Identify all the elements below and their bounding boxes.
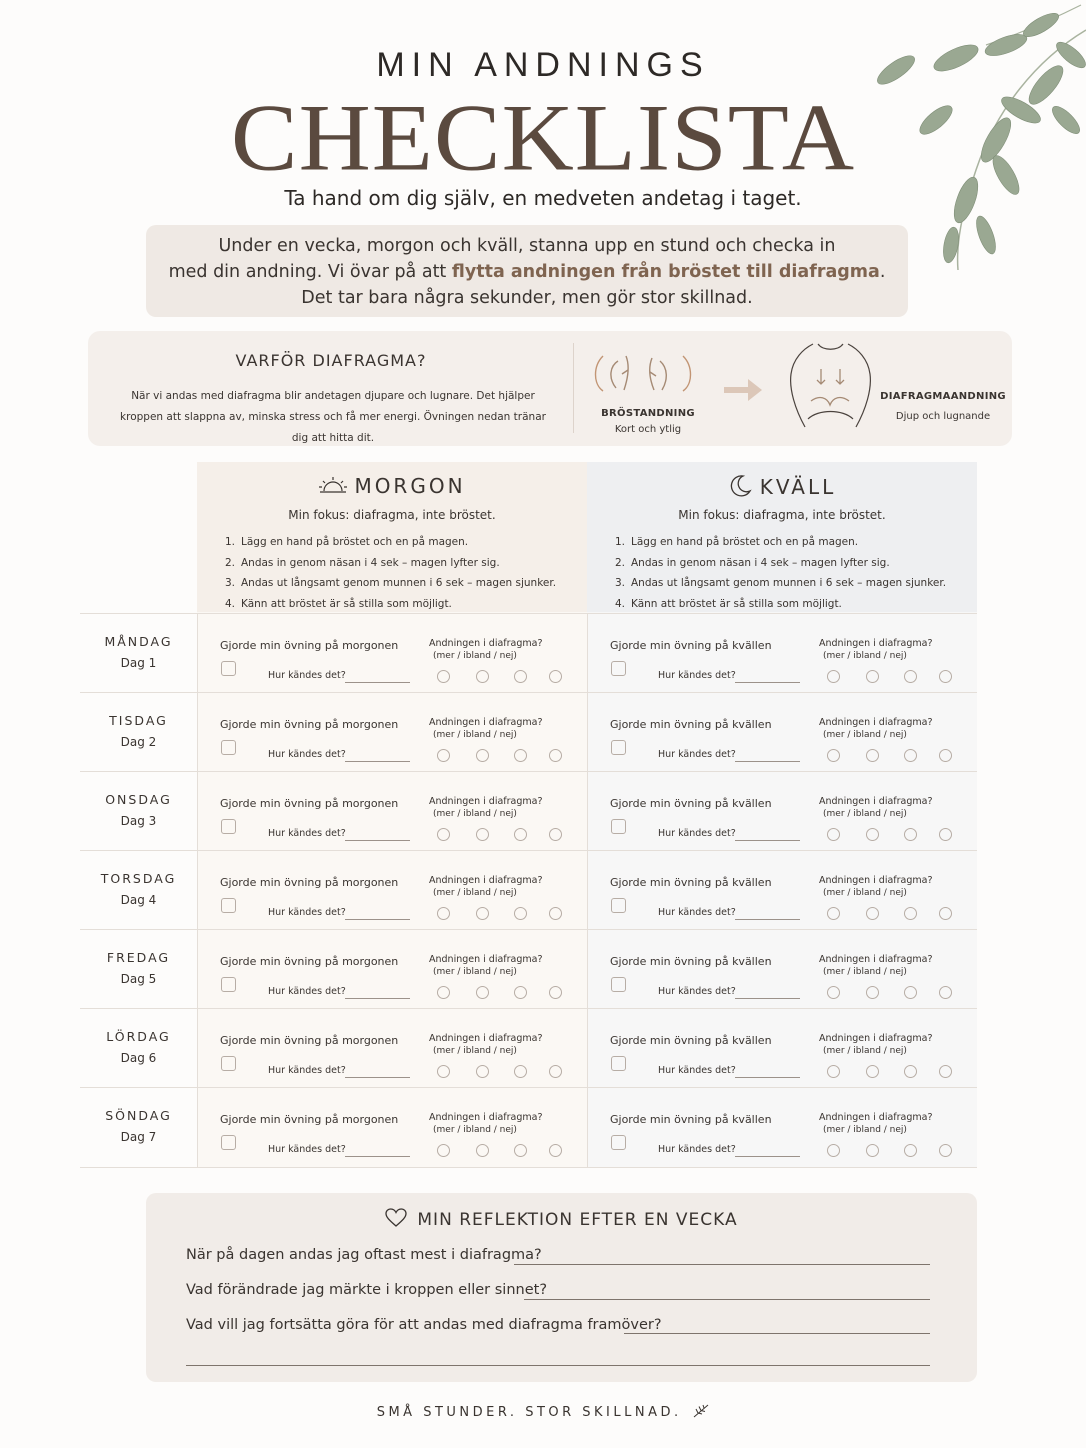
evening-radio-2[interactable]: [866, 749, 879, 762]
footer: [0, 1404, 1086, 1420]
feel-label: Hur kändes det?: [268, 1144, 346, 1155]
morning-radio-2[interactable]: [476, 670, 489, 683]
diaphragm-question: Andningen i diafragma?: [429, 1112, 543, 1123]
evening-radio-4[interactable]: [939, 986, 952, 999]
morning-radio-3[interactable]: [514, 1065, 527, 1078]
evening-question: Gjorde min övning på kvällen: [610, 1034, 772, 1047]
answer-line-2[interactable]: [524, 1299, 930, 1300]
day-number: Dag 7: [120, 1130, 157, 1144]
evening-done-checkbox[interactable]: [611, 661, 626, 676]
chest-label: BRÖSTANDNING: [601, 408, 695, 419]
divider: [573, 343, 574, 433]
morning-radio-4[interactable]: [549, 670, 562, 683]
evening-done-checkbox[interactable]: [611, 898, 626, 913]
evening-cell: [587, 930, 977, 1009]
evening-question: Gjorde min övning på kvällen: [610, 639, 772, 652]
feel-label: Hur kändes det?: [268, 986, 346, 997]
evening-radio-2[interactable]: [866, 1144, 879, 1157]
morning-cell: [197, 614, 587, 693]
evening-radio-2[interactable]: [866, 986, 879, 999]
feel-label: Hur kändes det?: [268, 907, 346, 918]
evening-done-checkbox[interactable]: [611, 740, 626, 755]
morning-radio-4[interactable]: [549, 907, 562, 920]
day-number: Dag 5: [120, 972, 157, 986]
morning-radio-1[interactable]: [437, 907, 450, 920]
morning-step: 1. Lägg en hand på bröstet och en på magen.: [225, 536, 469, 548]
feel-input-line[interactable]: [735, 1156, 800, 1157]
morning-cell: [197, 693, 587, 772]
evening-radio-3[interactable]: [904, 1144, 917, 1157]
morning-cell: [197, 1009, 587, 1088]
evening-done-checkbox[interactable]: [611, 977, 626, 992]
diaphragm-options: (mer / ibland / nej): [433, 651, 517, 661]
morning-question: Gjorde min övning på morgonen: [220, 718, 399, 731]
evening-question: Gjorde min övning på kvällen: [610, 955, 772, 968]
evening-radio-4[interactable]: [939, 749, 952, 762]
feel-label: Hur kändes det?: [268, 749, 346, 760]
diaphragm-options: (mer / ibland / nej): [433, 730, 517, 740]
feel-input-line[interactable]: [345, 1077, 410, 1078]
day-number: Dag 1: [120, 656, 157, 670]
morning-cell: [197, 1088, 587, 1167]
day-name: LÖRDAG: [106, 1029, 171, 1044]
evening-radio-3[interactable]: [904, 749, 917, 762]
evening-radio-2[interactable]: [866, 907, 879, 920]
leaf-icon: [693, 1404, 709, 1418]
diaphragm-question: Andningen i diafragma?: [429, 717, 543, 728]
day-name: TORSDAG: [100, 871, 177, 886]
feel-label: Hur kändes det?: [658, 986, 736, 997]
evening-radio-3[interactable]: [904, 670, 917, 683]
sunrise-icon: [318, 475, 348, 495]
evening-radio-1[interactable]: [827, 1065, 840, 1078]
evening-radio-4[interactable]: [939, 828, 952, 841]
day-row: [80, 850, 977, 930]
diaphragm-options: (mer / ibland / nej): [433, 1046, 517, 1056]
title-line-1: MIN ANDNINGS: [376, 46, 710, 84]
intro-text-2: med din andning. Vi övar på att: [168, 262, 452, 282]
page-title: CHECKLISTA: [230, 84, 856, 191]
day-row: [80, 771, 977, 851]
diaphragm-question: Andningen i diafragma?: [429, 796, 543, 807]
morning-done-checkbox[interactable]: [221, 1135, 236, 1150]
morning-radio-3[interactable]: [514, 749, 527, 762]
morning-done-checkbox[interactable]: [221, 819, 236, 834]
reflection-question-1: När på dagen andas jag oftast mest i diafragma?: [186, 1247, 542, 1263]
diaphragm-question: Andningen i diafragma?: [819, 1033, 933, 1044]
evening-radio-3[interactable]: [904, 907, 917, 920]
why-diaphragm-section: [88, 331, 1012, 446]
feel-label: Hur kändes det?: [658, 1144, 736, 1155]
evening-done-checkbox[interactable]: [611, 1135, 626, 1150]
evening-radio-1[interactable]: [827, 828, 840, 841]
diaphragm-question: Andningen i diafragma?: [429, 875, 543, 886]
evening-step: 2. Andas in genom näsan i 4 sek – magen lyfter sig.: [615, 556, 890, 569]
evening-title-text: KVÄLL: [759, 475, 837, 499]
day-number: Dag 4: [120, 893, 157, 907]
morning-radio-3[interactable]: [514, 828, 527, 841]
morning-steps: [225, 532, 556, 614]
morning-radio-1[interactable]: [437, 749, 450, 762]
evening-question: Gjorde min övning på kvällen: [610, 1113, 772, 1126]
morning-title: [197, 474, 587, 498]
feel-input-line[interactable]: [345, 1156, 410, 1157]
day-row: [80, 929, 977, 1009]
evening-step: 1. Lägg en hand på bröstet och en på magen.: [615, 536, 859, 548]
morning-radio-3[interactable]: [514, 670, 527, 683]
evening-radio-2[interactable]: [866, 1065, 879, 1078]
evening-cell: [587, 851, 977, 930]
morning-question: Gjorde min övning på morgonen: [220, 797, 399, 810]
evening-question: Gjorde min övning på kvällen: [610, 797, 772, 810]
feel-label: Hur kändes det?: [658, 907, 736, 918]
morning-radio-1[interactable]: [437, 670, 450, 683]
evening-steps: [615, 532, 946, 614]
day-row: [80, 613, 977, 693]
morning-radio-2[interactable]: [476, 1065, 489, 1078]
diaphragm-options: (mer / ibland / nej): [823, 651, 907, 661]
evening-done-checkbox[interactable]: [611, 819, 626, 834]
evening-question: Gjorde min övning på kvällen: [610, 718, 772, 731]
diaphragm-question: Andningen i diafragma?: [819, 796, 933, 807]
morning-radio-2[interactable]: [476, 986, 489, 999]
chest-sub: Kort och ytlig: [614, 424, 682, 435]
evening-radio-1[interactable]: [827, 907, 840, 920]
diaphragm-options: (mer / ibland / nej): [433, 1125, 517, 1135]
feel-input-line[interactable]: [735, 919, 800, 920]
day-name: FREDAG: [106, 950, 171, 965]
feel-label: Hur kändes det?: [658, 749, 736, 760]
evening-cell: [587, 772, 977, 851]
morning-done-checkbox[interactable]: [221, 898, 236, 913]
evening-radio-4[interactable]: [939, 1144, 952, 1157]
reflection-section: [146, 1193, 977, 1382]
morning-radio-4[interactable]: [549, 828, 562, 841]
intro-text-3: .: [879, 262, 886, 282]
answer-line-4[interactable]: [186, 1365, 930, 1366]
morning-radio-2[interactable]: [476, 749, 489, 762]
feel-input-line[interactable]: [345, 840, 410, 841]
evening-radio-2[interactable]: [866, 828, 879, 841]
morning-radio-1[interactable]: [437, 986, 450, 999]
morning-radio-2[interactable]: [476, 828, 489, 841]
diaphragm-options: (mer / ibland / nej): [433, 967, 517, 977]
morning-step: 2. Andas in genom näsan i 4 sek – magen lyfter sig.: [225, 556, 500, 569]
evening-radio-1[interactable]: [827, 986, 840, 999]
evening-radio-4[interactable]: [939, 1065, 952, 1078]
evening-title: [587, 474, 977, 499]
diaphragm-label: DIAFRAGMAANDNING: [880, 391, 1006, 402]
diaphragm-question: Andningen i diafragma?: [819, 717, 933, 728]
answer-line-1[interactable]: [514, 1264, 930, 1265]
morning-focus: Min fokus: diafragma, inte bröstet.: [288, 508, 496, 522]
evening-cell: [587, 1009, 977, 1088]
morning-radio-4[interactable]: [549, 749, 562, 762]
day-number: Dag 3: [120, 814, 157, 828]
day-number: Dag 6: [120, 1051, 157, 1065]
diaphragm-options: (mer / ibland / nej): [823, 967, 907, 977]
answer-line-3[interactable]: [624, 1333, 930, 1334]
day-row: [80, 1087, 977, 1168]
morning-header: [197, 462, 587, 612]
diaphragm-question: Andningen i diafragma?: [819, 954, 933, 965]
morning-radio-4[interactable]: [549, 1144, 562, 1157]
diaphragm-question: Andningen i diafragma?: [819, 638, 933, 649]
evening-radio-4[interactable]: [939, 907, 952, 920]
intro-text-4: Det tar bara några sekunder, men gör stor skillnad.: [301, 288, 753, 308]
diaphragm-question: Andningen i diafragma?: [819, 1112, 933, 1123]
evening-done-checkbox[interactable]: [611, 1056, 626, 1071]
evening-radio-3[interactable]: [904, 828, 917, 841]
morning-radio-2[interactable]: [476, 907, 489, 920]
feel-input-line[interactable]: [345, 919, 410, 920]
diaphragm-question: Andningen i diafragma?: [429, 638, 543, 649]
diaphragm-question: Andningen i diafragma?: [429, 954, 543, 965]
day-number: Dag 2: [120, 735, 157, 749]
why-title: VARFÖR DIAFRAGMA?: [235, 351, 427, 370]
diaphragm-sub: Djup och lugnande: [895, 411, 991, 422]
evening-radio-3[interactable]: [904, 986, 917, 999]
morning-question: Gjorde min övning på morgonen: [220, 1034, 399, 1047]
tagline: Ta hand om dig själv, en medveten andetag i taget.: [284, 186, 802, 210]
morning-question: Gjorde min övning på morgonen: [220, 639, 399, 652]
morning-radio-4[interactable]: [549, 986, 562, 999]
evening-cell: [587, 614, 977, 693]
feel-label: Hur kändes det?: [658, 828, 736, 839]
morning-radio-1[interactable]: [437, 828, 450, 841]
why-text: När vi andas med diafragma blir andetagen djupare och lugnare. Det hjälper kroppen att slappna av, minska stress och få mer energi. Övningen nedan tränar dig att hitta dit.: [120, 390, 546, 444]
intro-highlight: flytta andningen från bröstet till diafragma: [451, 262, 880, 282]
feel-label: Hur kändes det?: [268, 1065, 346, 1076]
diaphragm-options: (mer / ibland / nej): [433, 888, 517, 898]
intro-box: [146, 225, 908, 317]
diaphragm-options: (mer / ibland / nej): [823, 809, 907, 819]
diaphragm-options: (mer / ibland / nej): [823, 730, 907, 740]
diaphragm-breathing-icon: [783, 339, 878, 434]
morning-radio-1[interactable]: [437, 1065, 450, 1078]
diaphragm-options: (mer / ibland / nej): [823, 1125, 907, 1135]
feel-input-line[interactable]: [735, 840, 800, 841]
feel-input-line[interactable]: [735, 998, 800, 999]
diaphragm-options: (mer / ibland / nej): [823, 888, 907, 898]
morning-cell: [197, 930, 587, 1009]
morning-done-checkbox[interactable]: [221, 977, 236, 992]
diaphragm-question: Andningen i diafragma?: [429, 1033, 543, 1044]
feel-input-line[interactable]: [735, 1077, 800, 1078]
heart-icon: [385, 1208, 407, 1228]
diaphragm-options: (mer / ibland / nej): [433, 809, 517, 819]
intro-text-1: Under en vecka, morgon och kväll, stanna upp en stund och checka in: [218, 236, 836, 256]
evening-question: Gjorde min övning på kvällen: [610, 876, 772, 889]
footer-text: SMÅ STUNDER. STOR SKILLNAD.: [376, 1405, 682, 1420]
moon-icon: [728, 474, 752, 498]
morning-radio-2[interactable]: [476, 1144, 489, 1157]
morning-radio-3[interactable]: [514, 1144, 527, 1157]
evening-radio-3[interactable]: [904, 1065, 917, 1078]
morning-step: 3. Andas ut långsamt genom munnen i 6 sek – magen sjunker.: [225, 577, 557, 589]
morning-cell: [197, 772, 587, 851]
morning-question: Gjorde min övning på morgonen: [220, 1113, 399, 1126]
reflection-question-2: Vad förändrade jag märkte i kroppen eller sinnet?: [186, 1282, 548, 1298]
morning-radio-1[interactable]: [437, 1144, 450, 1157]
feel-label: Hur kändes det?: [658, 670, 736, 681]
morning-step: 4. Känn att bröstet är så stilla som möjligt.: [225, 597, 452, 610]
evening-radio-1[interactable]: [827, 1144, 840, 1157]
morning-radio-4[interactable]: [549, 1065, 562, 1078]
feel-input-line[interactable]: [735, 682, 800, 683]
morning-question: Gjorde min övning på morgonen: [220, 876, 399, 889]
evening-focus: Min fokus: diafragma, inte bröstet.: [678, 508, 886, 522]
evening-header: [587, 462, 977, 612]
feel-label: Hur kändes det?: [268, 670, 346, 681]
evening-cell: [587, 693, 977, 772]
feel-input-line[interactable]: [735, 761, 800, 762]
chest-breathing-icon: [588, 346, 703, 401]
morning-title-text: MORGON: [354, 474, 466, 498]
evening-cell: [587, 1088, 977, 1167]
morning-cell: [197, 851, 587, 930]
day-row: [80, 692, 977, 772]
feel-label: Hur kändes det?: [658, 1065, 736, 1076]
evening-radio-4[interactable]: [939, 670, 952, 683]
morning-question: Gjorde min övning på morgonen: [220, 955, 399, 968]
feel-input-line[interactable]: [345, 998, 410, 999]
feel-input-line[interactable]: [345, 761, 410, 762]
day-name: TISDAG: [109, 713, 168, 728]
diaphragm-question: Andningen i diafragma?: [819, 875, 933, 886]
feel-input-line[interactable]: [345, 682, 410, 683]
feel-label: Hur kändes det?: [268, 828, 346, 839]
evening-radio-1[interactable]: [827, 670, 840, 683]
day-name: SÖNDAG: [105, 1108, 172, 1123]
day-name: MÅNDAG: [104, 634, 173, 649]
evening-radio-1[interactable]: [827, 749, 840, 762]
morning-radio-3[interactable]: [514, 986, 527, 999]
diaphragm-options: (mer / ibland / nej): [823, 1046, 907, 1056]
reflection-title: MIN REFLEKTION EFTER EN VECKA: [146, 1208, 977, 1230]
day-row: [80, 1008, 977, 1088]
morning-done-checkbox[interactable]: [221, 740, 236, 755]
day-name: ONSDAG: [105, 792, 172, 807]
reflection-question-3: Vad vill jag fortsätta göra för att andas med diafragma framöver?: [186, 1317, 662, 1333]
morning-radio-3[interactable]: [514, 907, 527, 920]
evening-step: 4. Känn att bröstet är så stilla som möjligt.: [615, 597, 842, 610]
morning-done-checkbox[interactable]: [221, 1056, 236, 1071]
evening-radio-2[interactable]: [866, 670, 879, 683]
morning-done-checkbox[interactable]: [221, 661, 236, 676]
arrow-right-icon: [720, 375, 766, 405]
evening-step: 3. Andas ut långsamt genom munnen i 6 sek – magen sjunker.: [615, 577, 947, 589]
